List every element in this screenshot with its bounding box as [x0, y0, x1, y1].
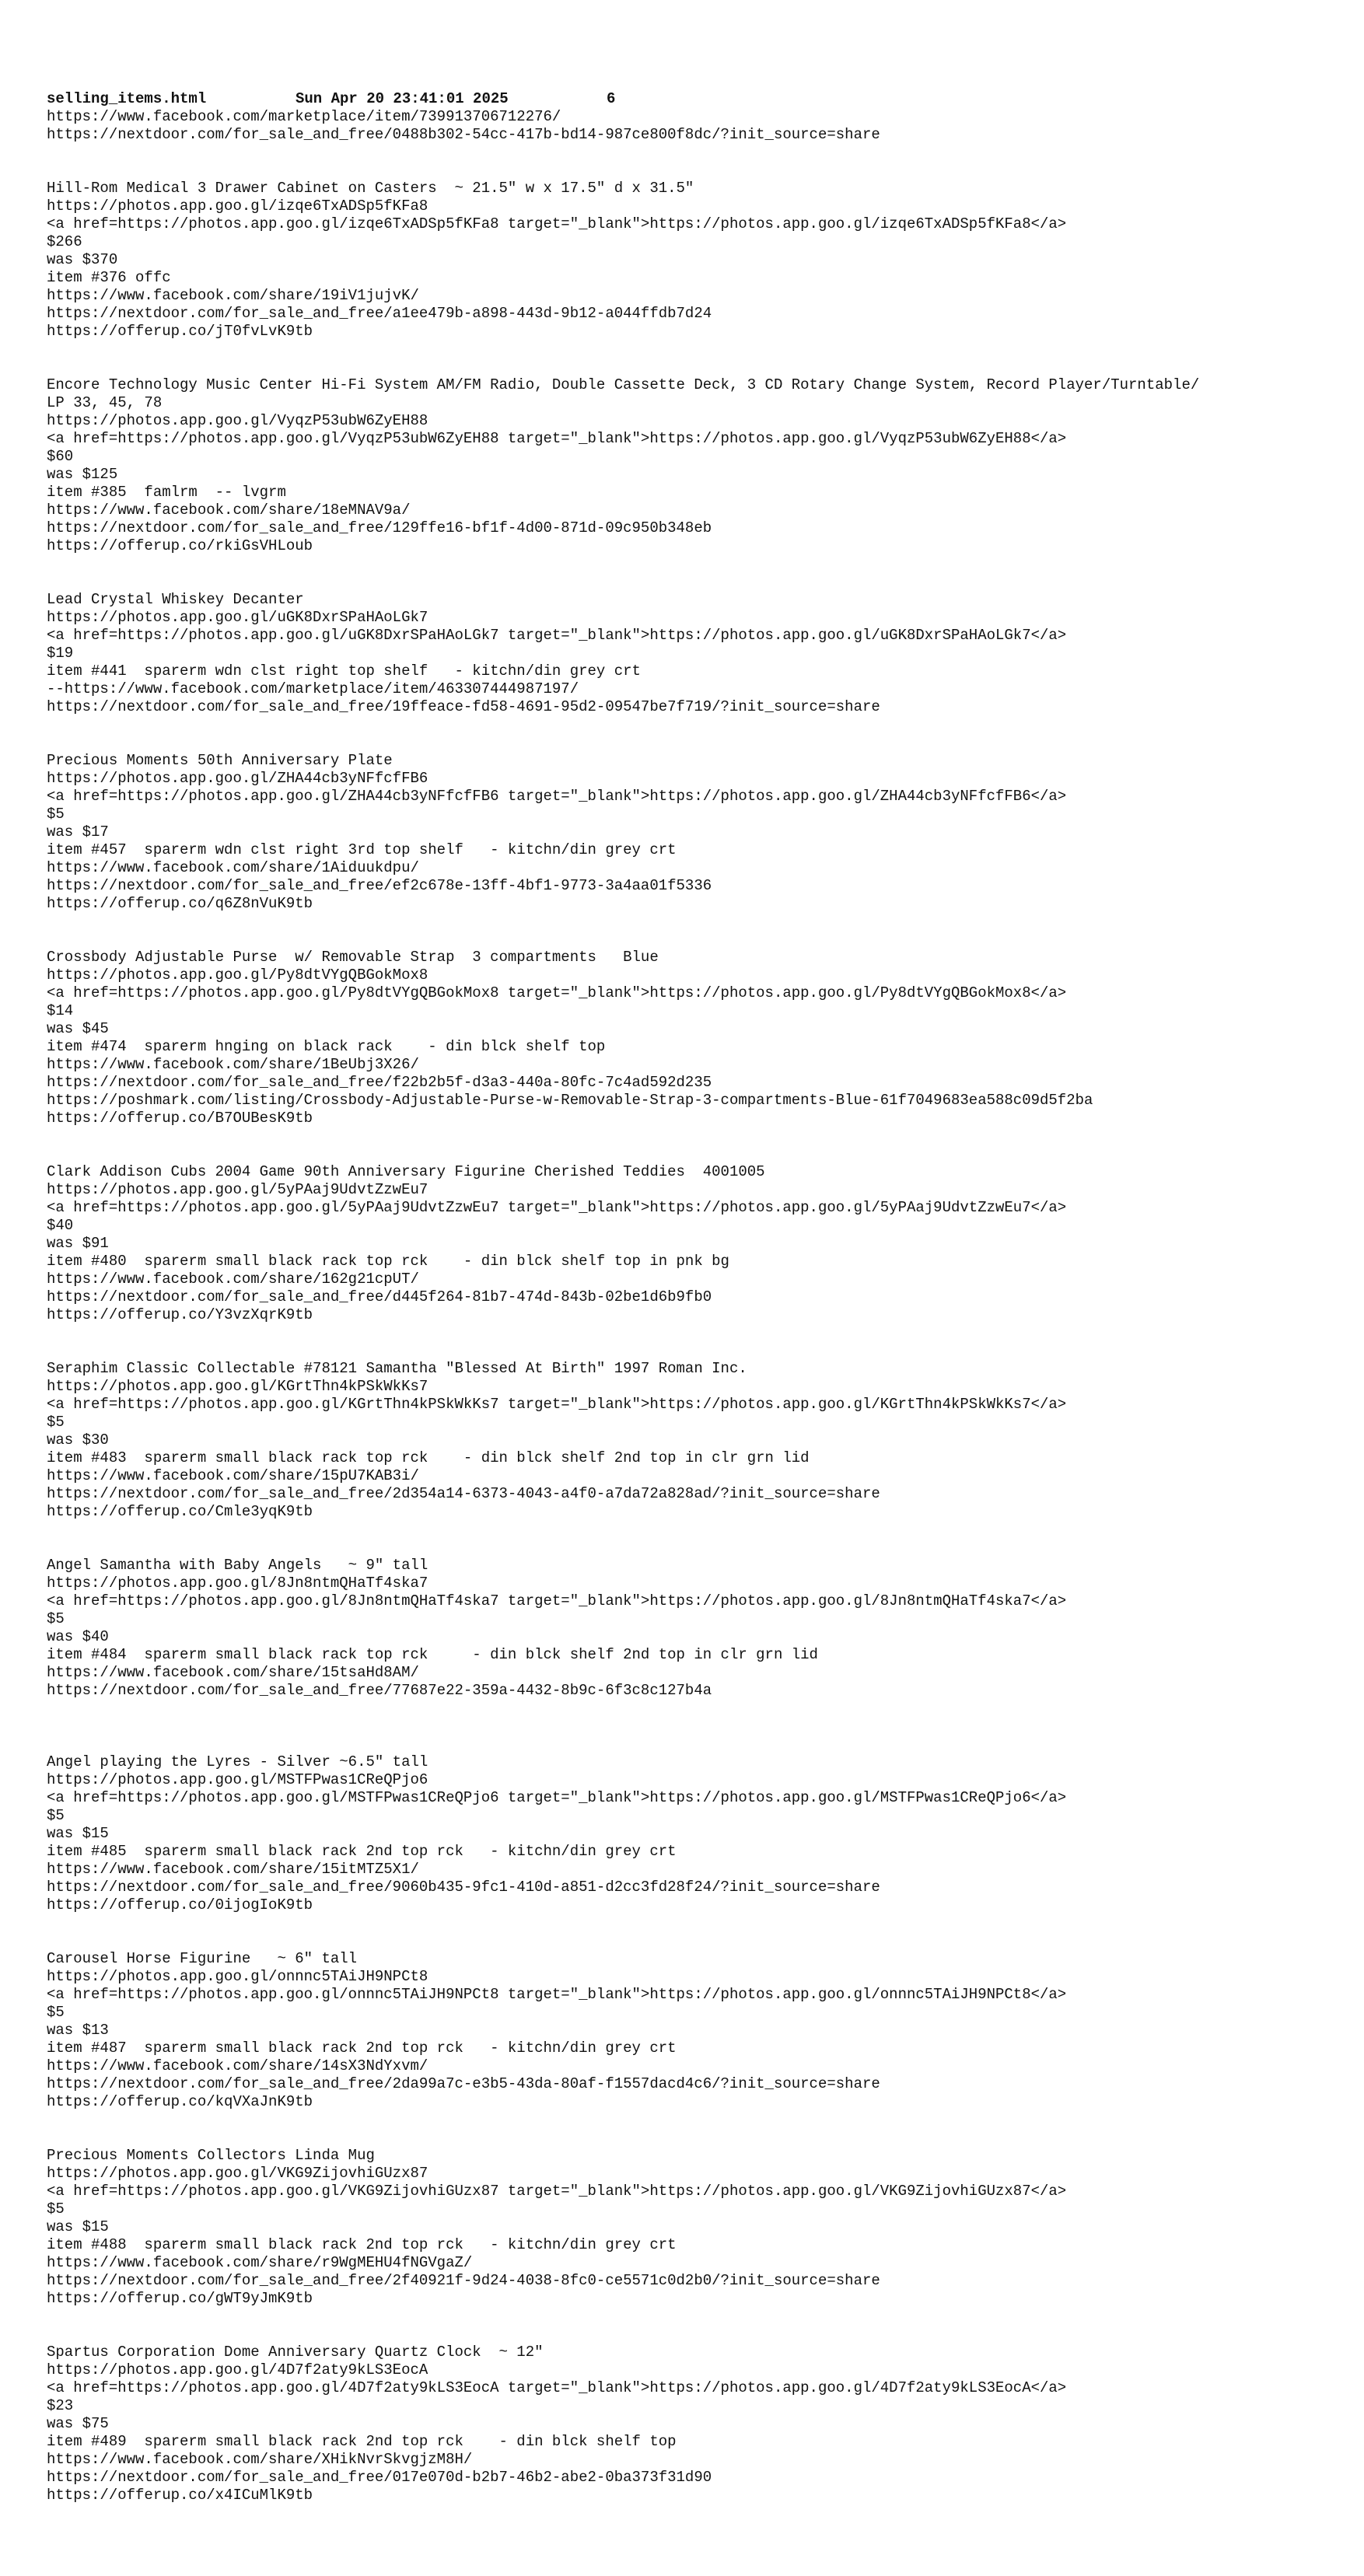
item-line: https://www.facebook.com/share/r9WgMEHU4fNGVgaZ/ — [47, 2254, 473, 2271]
item-title: Precious Moments Collectors Linda Mug — [47, 2147, 375, 2164]
header-page-number: 6 — [607, 90, 616, 107]
item-title: Seraphim Classic Collectable #78121 Samantha "Blessed At Birth" 1997 Roman Inc. — [47, 1360, 747, 1377]
header-timestamp: Sun Apr 20 23:41:01 2025 — [296, 90, 509, 107]
item-line: https://photos.app.goo.gl/Py8dtVYgQBGokMox8 — [47, 966, 428, 984]
blank-gap — [47, 1700, 1353, 1753]
item-line: item #485 sparerm small black rack 2nd top rck - kitchn/din grey crt — [47, 1843, 677, 1860]
item-line: https://nextdoor.com/for_sale_and_free/f22b2b5f-d3a3-440a-80fc-7c4ad592d235 — [47, 1074, 712, 1091]
item-title: Hill-Rom Medical 3 Drawer Cabinet on Casters ~ 21.5" w x 17.5" d x 31.5" — [47, 180, 694, 197]
item-line: item #480 sparerm small black rack top rck - din blck shelf top in pnk bg — [47, 1253, 729, 1270]
item-line: item #483 sparerm small black rack top rck - din blck shelf 2nd top in clr grn lid — [47, 1449, 810, 1466]
item-line: https://photos.app.goo.gl/VKG9ZijovhiGUzx87 — [47, 2165, 428, 2182]
item-line: https://photos.app.goo.gl/KGrtThn4kPSkWkKs7 — [47, 1378, 428, 1395]
item-line: https://nextdoor.com/for_sale_and_free/a1ee479b-a898-443d-9b12-a044ffdb7d24 — [47, 305, 712, 322]
blank-gap — [47, 2111, 1353, 2147]
item-listing — [47, 1753, 1353, 1914]
item-listing — [47, 591, 1353, 716]
item-line: item #474 sparerm hnging on black rack - din blck shelf top — [47, 1038, 606, 1055]
item-line: $23 — [47, 2397, 74, 2414]
intro-url-line: https://nextdoor.com/for_sale_and_free/0488b302-54cc-417b-bd14-987ce800f8dc/?init_source=share — [47, 126, 880, 143]
item-line: https://photos.app.goo.gl/ZHA44cb3yNFfcfFB6 — [47, 770, 428, 787]
blank-gap — [47, 341, 1353, 376]
item-line: https://nextdoor.com/for_sale_and_free/9060b435-9fc1-410d-a851-d2cc3fd28f24/?init_source=share — [47, 1879, 880, 1896]
item-line: was $40 — [47, 1628, 109, 1645]
listing-content — [47, 108, 1353, 2504]
item-line: $5 — [47, 1610, 65, 1627]
item-title: Clark Addison Cubs 2004 Game 90th Anniversary Figurine Cherished Teddies 4001005 — [47, 1163, 765, 1180]
item-listing — [47, 2147, 1353, 2308]
item-title: Crossbody Adjustable Purse w/ Removable Strap 3 compartments Blue — [47, 949, 659, 966]
item-line: <a href=https://photos.app.goo.gl/KGrtThn4kPSkWkKs7 target="_blank">https://photos.app.goo.gl/KGrtThn4kPSkWkKs7</a> — [47, 1396, 1067, 1413]
item-line: https://offerup.co/x4ICuMlK9tb — [47, 2487, 313, 2504]
item-line: https://offerup.co/rkiGsVHLoub — [47, 537, 313, 554]
intro-url-line: https://www.facebook.com/marketplace/item/739913706712276/ — [47, 108, 561, 125]
item-line: <a href=https://photos.app.goo.gl/ZHA44cb3yNFfcfFB6 target="_blank">https://photos.app.goo.gl/ZHA44cb3yNFfcfFB6</a> — [47, 788, 1067, 805]
item-line: was $45 — [47, 1020, 109, 1037]
item-line: https://www.facebook.com/share/162g21cpUT/ — [47, 1271, 419, 1288]
item-line: $5 — [47, 1807, 65, 1824]
blank-gap — [47, 1521, 1353, 1557]
item-line: was $125 — [47, 466, 118, 483]
item-line: was $75 — [47, 2415, 109, 2432]
item-listing — [47, 752, 1353, 913]
item-line: item #487 sparerm small black rack 2nd top rck - kitchn/din grey crt — [47, 2039, 677, 2057]
item-line: https://photos.app.goo.gl/VyqzP53ubW6ZyEH88 — [47, 412, 428, 429]
blank-gap — [47, 1127, 1353, 1163]
item-listing — [47, 1163, 1353, 1324]
blank-gap — [47, 716, 1353, 752]
item-line: https://www.facebook.com/share/15itMTZ5X1/ — [47, 1861, 419, 1878]
item-title: Angel Samantha with Baby Angels ~ 9" tall — [47, 1557, 428, 1574]
item-line: https://www.facebook.com/share/1BeUbj3X26/ — [47, 1056, 419, 1073]
item-line: https://offerup.co/Cmle3yqK9tb — [47, 1503, 313, 1520]
item-line: item #488 sparerm small black rack 2nd top rck - kitchn/din grey crt — [47, 2236, 677, 2253]
item-line: was $13 — [47, 2022, 109, 2039]
item-line: <a href=https://photos.app.goo.gl/Py8dtVYgQBGokMox8 target="_blank">https://photos.app.goo.gl/Py8dtVYgQBGokMox8</a> — [47, 984, 1067, 1001]
item-line: https://offerup.co/gWT9yJmK9tb — [47, 2290, 313, 2307]
item-line: https://offerup.co/jT0fvLvK9tb — [47, 323, 313, 340]
item-line: https://poshmark.com/listing/Crossbody-Adjustable-Purse-w-Removable-Strap-3-compartments-Blue-61f7049683ea588c09d5f2ba — [47, 1092, 1093, 1109]
item-line: https://www.facebook.com/share/19iV1jujvK/ — [47, 287, 419, 304]
item-line: <a href=https://photos.app.goo.gl/izqe6TxADSp5fKFa8 target="_blank">https://photos.app.goo.gl/izqe6TxADSp5fKFa8</a> — [47, 215, 1067, 232]
item-line: https://photos.app.goo.gl/8Jn8ntmQHaTf4ska7 — [47, 1575, 428, 1592]
item-listing — [47, 2344, 1353, 2504]
item-line: https://nextdoor.com/for_sale_and_free/ef2c678e-13ff-4bf1-9773-3a4aa01f5336 — [47, 877, 712, 894]
blank-gap — [47, 1324, 1353, 1360]
item-line: https://photos.app.goo.gl/uGK8DxrSPaHAoLGk7 — [47, 609, 428, 626]
item-title: Lead Crystal Whiskey Decanter — [47, 591, 304, 608]
document-page — [47, 90, 1353, 2504]
blank-gap — [47, 144, 1353, 180]
item-line: was $30 — [47, 1431, 109, 1449]
item-line: item #457 sparerm wdn clst right 3rd top shelf - kitchn/din grey crt — [47, 841, 677, 858]
item-line: item #441 sparerm wdn clst right top shelf - kitchn/din grey crt — [47, 662, 641, 680]
item-line: item #489 sparerm small black rack 2nd top rck - din blck shelf top — [47, 2433, 677, 2450]
item-listing — [47, 180, 1353, 341]
item-line: https://photos.app.goo.gl/4D7f2aty9kLS3EocA — [47, 2361, 428, 2379]
item-line: https://nextdoor.com/for_sale_and_free/2d354a14-6373-4043-a4f0-a7da72a828ad/?init_source=share — [47, 1485, 880, 1502]
item-line: <a href=https://photos.app.goo.gl/VKG9ZijovhiGUzx87 target="_blank">https://photos.app.goo.gl/VKG9ZijovhiGUzx87</a> — [47, 2183, 1067, 2200]
item-line: was $15 — [47, 2218, 109, 2235]
item-line: was $370 — [47, 251, 118, 268]
item-listing — [47, 376, 1353, 555]
item-line: was $17 — [47, 823, 109, 841]
item-line: https://www.facebook.com/share/XHikNvrSkvgjzM8H/ — [47, 2451, 473, 2468]
header-filename: selling_items.html — [47, 90, 207, 107]
item-line: https://nextdoor.com/for_sale_and_free/2f40921f-9d24-4038-8fc0-ce5571c0d2b0/?init_source=share — [47, 2272, 880, 2289]
blank-gap — [47, 913, 1353, 949]
item-line: https://offerup.co/kqVXaJnK9tb — [47, 2093, 313, 2110]
item-line: <a href=https://photos.app.goo.gl/onnnc5TAiJH9NPCt8 target="_blank">https://photos.app.goo.gl/onnnc5TAiJH9NPCt8</a> — [47, 1986, 1067, 2003]
item-title: Spartus Corporation Dome Anniversary Quartz Clock ~ 12" — [47, 2344, 544, 2361]
item-line: <a href=https://photos.app.goo.gl/8Jn8ntmQHaTf4ska7 target="_blank">https://photos.app.goo.gl/8Jn8ntmQHaTf4ska7</a> — [47, 1592, 1067, 1610]
item-line: $19 — [47, 645, 74, 662]
item-line: https://offerup.co/0ijogIoK9tb — [47, 1896, 313, 1914]
item-line: $5 — [47, 806, 65, 823]
item-line: <a href=https://photos.app.goo.gl/MSTFPwas1CReQPjo6 target="_blank">https://photos.app.goo.gl/MSTFPwas1CReQPjo6</a> — [47, 1789, 1067, 1806]
item-line: https://offerup.co/Y3vzXqrK9tb — [47, 1306, 313, 1323]
blank-gap — [47, 555, 1353, 591]
item-line: https://photos.app.goo.gl/5yPAaj9UdvtZzwEu7 — [47, 1181, 428, 1198]
item-title: Carousel Horse Figurine ~ 6" tall — [47, 1950, 358, 1967]
item-line: $5 — [47, 2004, 65, 2021]
item-line: <a href=https://photos.app.goo.gl/5yPAaj9UdvtZzwEu7 target="_blank">https://photos.app.goo.gl/5yPAaj9UdvtZzwEu7</a> — [47, 1199, 1067, 1216]
item-title: Angel playing the Lyres - Silver ~6.5" tall — [47, 1753, 428, 1770]
item-listing — [47, 949, 1353, 1127]
item-line: https://nextdoor.com/for_sale_and_free/017e070d-b2b7-46b2-abe2-0ba373f31d90 — [47, 2469, 712, 2486]
item-line: $266 — [47, 233, 82, 250]
item-line: item #484 sparerm small black rack top rck - din blck shelf 2nd top in clr grn lid — [47, 1646, 818, 1663]
item-line: $14 — [47, 1002, 74, 1019]
item-line: <a href=https://photos.app.goo.gl/4D7f2aty9kLS3EocA target="_blank">https://photos.app.goo.gl/4D7f2aty9kLS3EocA</a> — [47, 2379, 1067, 2396]
blank-gap — [47, 1914, 1353, 1950]
item-line: --https://www.facebook.com/marketplace/item/463307444987197/ — [47, 680, 579, 697]
item-line: LP 33, 45, 78 — [47, 394, 163, 411]
item-title: Precious Moments 50th Anniversary Plate — [47, 752, 393, 769]
item-line: <a href=https://photos.app.goo.gl/VyqzP53ubW6ZyEH88 target="_blank">https://photos.app.goo.gl/VyqzP53ubW6ZyEH88</a> — [47, 430, 1067, 447]
item-title: Encore Technology Music Center Hi-Fi System AM/FM Radio, Double Cassette Deck, 3 CD Rotary Change System, Record Player/Turntable/ — [47, 376, 1200, 393]
item-line: https://photos.app.goo.gl/izqe6TxADSp5fKFa8 — [47, 197, 428, 215]
item-listing — [47, 1360, 1353, 1521]
item-listing — [47, 1557, 1353, 1700]
item-line: was $15 — [47, 1825, 109, 1842]
item-line: https://www.facebook.com/share/15tsaHd8AM/ — [47, 1664, 419, 1681]
item-line: https://www.facebook.com/share/1Aiduukdpu/ — [47, 859, 419, 876]
item-line: $5 — [47, 1414, 65, 1431]
item-line: $5 — [47, 2200, 65, 2218]
item-line: https://offerup.co/B7OUBesK9tb — [47, 1110, 313, 1127]
item-line: $60 — [47, 448, 74, 465]
print-header — [47, 90, 1353, 108]
item-line: item #385 famlrm -- lvgrm — [47, 484, 286, 501]
item-line: https://www.facebook.com/share/18eMNAV9a/ — [47, 502, 411, 519]
item-line: https://nextdoor.com/for_sale_and_free/77687e22-359a-4432-8b9c-6f3c8c127b4a — [47, 1682, 712, 1699]
item-line: https://photos.app.goo.gl/MSTFPwas1CReQPjo6 — [47, 1771, 428, 1788]
item-line: https://nextdoor.com/for_sale_and_free/19ffeace-fd58-4691-95d2-09547be7f719/?init_source=share — [47, 698, 880, 715]
item-line: https://photos.app.goo.gl/onnnc5TAiJH9NPCt8 — [47, 1968, 428, 1985]
item-line: was $91 — [47, 1235, 109, 1252]
item-line: https://nextdoor.com/for_sale_and_free/129ffe16-bf1f-4d00-871d-09c950b348eb — [47, 519, 712, 537]
item-line: https://nextdoor.com/for_sale_and_free/d445f264-81b7-474d-843b-02be1d6b9fb0 — [47, 1288, 712, 1305]
item-line: https://nextdoor.com/for_sale_and_free/2da99a7c-e3b5-43da-80af-f1557dacd4c6/?init_source=share — [47, 2075, 880, 2092]
item-listing — [47, 1950, 1353, 2111]
item-line: https://www.facebook.com/share/15pU7KAB3i/ — [47, 1467, 419, 1484]
blank-gap — [47, 2308, 1353, 2344]
item-line: item #376 offc — [47, 269, 171, 286]
item-line: https://www.facebook.com/share/14sX3NdYxvm/ — [47, 2057, 428, 2074]
item-line: $40 — [47, 1217, 74, 1234]
item-line: https://offerup.co/q6Z8nVuK9tb — [47, 895, 313, 912]
item-line: <a href=https://photos.app.goo.gl/uGK8DxrSPaHAoLGk7 target="_blank">https://photos.app.goo.gl/uGK8DxrSPaHAoLGk7</a> — [47, 627, 1067, 644]
